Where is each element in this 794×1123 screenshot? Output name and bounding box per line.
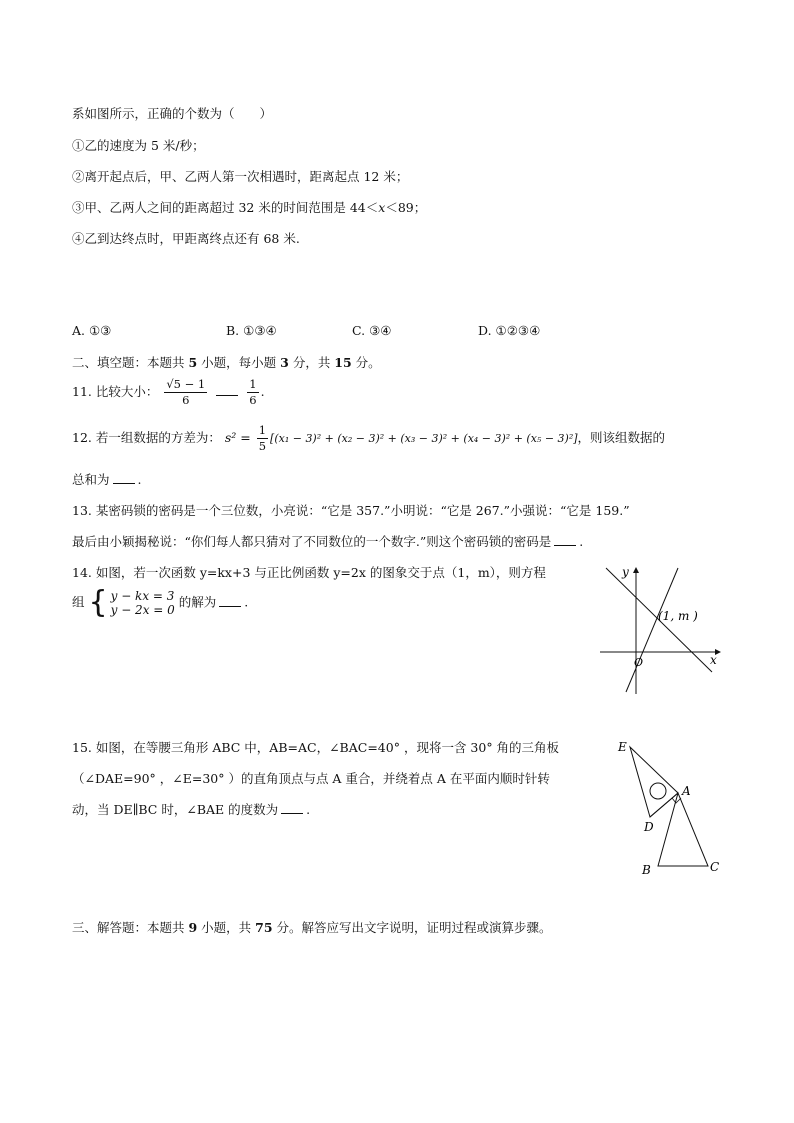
statement-3-text: ③甲、乙两人之间的距离超过 32 米的时间范围是 44	[72, 200, 366, 215]
q13-line2-text: 最后由小颖揭秘说：“你们每人都只猜对了不同数位的一个数字.”则这个密码锁的密码是	[72, 534, 552, 549]
section-3-text-c: 分。解答应写出文字说明，证明过程或演算步骤。	[272, 920, 552, 935]
question-15: 15. 如图，在等腰三角形 ABC 中，AB=AC，∠BAC=40° ，现将一含 30° 角的三角板	[72, 740, 560, 755]
statement-2: ②离开起点后，甲、乙两人第一次相遇时，距离起点 12 米；	[72, 169, 409, 184]
y-axis-label: y	[622, 565, 629, 579]
function-graph-diagram	[596, 560, 726, 700]
variable-x: x	[378, 200, 386, 215]
q14-post: 的解为	[178, 594, 217, 610]
q11-left-numerator: √5 − 1	[166, 377, 206, 391]
q12-line2-text: 总和为	[72, 472, 110, 487]
q14-equation-system	[88, 585, 175, 620]
q12-label: 12. 若一组数据的方差为：	[72, 430, 221, 445]
choice-c[interactable]: C. ③④	[352, 323, 392, 338]
section-2-count: 5	[188, 355, 198, 370]
section-2-text-d: 分。	[351, 355, 381, 370]
q11-left-fraction	[164, 378, 207, 407]
q12-tail: ，则该组数据的	[577, 430, 666, 445]
origin-label: O	[634, 656, 644, 669]
question-15-line2: （∠DAE=90° ，∠E=30° ）的直角顶点与点 A 重合，并绕着点 A 在平面内顺时针转	[72, 771, 550, 786]
section-3-count: 9	[188, 920, 198, 935]
q15-answer-blank[interactable]	[281, 801, 303, 814]
statement-3	[72, 198, 426, 216]
q13-period: .	[579, 534, 584, 549]
statement-1: ①乙的速度为 5 米/秒；	[72, 138, 205, 153]
triangle-diagram	[610, 735, 730, 880]
section-2-text-a: 二、填空题：本题共	[72, 355, 189, 370]
q12-terms: [(x₁ − 3)² + (x₂ − 3)² + (x₃ − 3)² + (x₄ − 3)² + (x₅ − 3)²]	[270, 432, 578, 445]
section-2-points: 3	[280, 355, 289, 370]
q14-period: .	[244, 594, 249, 610]
label-b: B	[642, 863, 651, 877]
question-12-line2	[72, 470, 142, 488]
q11-label: 11. 比较大小：	[72, 384, 159, 399]
intersection-label: (1, m )	[658, 609, 698, 623]
section-3-heading	[72, 918, 552, 936]
question-14-line2	[72, 585, 249, 620]
question-15-line3	[72, 800, 310, 818]
q12-formula: s² =	[224, 430, 255, 445]
q15-period: .	[306, 802, 311, 817]
choice-d[interactable]: D. ①②③④	[478, 323, 541, 338]
q11-right-numerator: 1	[249, 377, 257, 391]
set-square-triangle	[630, 747, 678, 817]
q14-answer-blank[interactable]	[219, 594, 241, 607]
question-13-line2	[72, 532, 583, 550]
question-11	[72, 378, 265, 407]
q12-period: .	[137, 472, 142, 487]
q13-answer-blank[interactable]	[554, 533, 576, 546]
q11-end: .	[260, 384, 265, 399]
q14-eq1: y − kx = 3	[110, 589, 175, 603]
x-axis-label: x	[710, 653, 717, 667]
question-14: 14. 如图，若一次函数 y=kx+3 与正比例函数 y=2x 的图象交于点（1，m），则方程	[72, 565, 546, 580]
q12-fraction-num: 1	[258, 423, 267, 437]
question-13: 13. 某密码锁的密码是一个三位数，小亮说：“它是 357.”小明说：“它是 267.”小强说：“它是 159.”	[72, 503, 630, 518]
set-square-hole	[650, 783, 666, 799]
q11-answer-blank[interactable]	[216, 383, 238, 396]
label-d: D	[644, 820, 654, 834]
question-intro: 系如图所示，正确的个数为（ ）	[72, 106, 273, 121]
section-2-heading	[72, 353, 381, 371]
q11-left-denominator: 6	[182, 393, 190, 407]
lt-sign: ＜	[365, 200, 379, 215]
q12-answer-blank[interactable]	[113, 471, 135, 484]
section-3-total: 75	[255, 920, 273, 935]
q14-eq2: y − 2x = 0	[110, 603, 175, 617]
q12-fraction	[257, 424, 268, 453]
choice-a[interactable]: A. ①③	[72, 323, 112, 338]
label-e: E	[618, 740, 627, 754]
question-12	[72, 424, 665, 453]
q15-line3-text: 动，当 DE∥BC 时，∠BAE 的度数为	[72, 802, 279, 817]
label-a: A	[682, 784, 691, 798]
statement-4: ④乙到达终点时，甲距离终点还有 68 米.	[72, 231, 300, 246]
q12-fraction-den: 5	[258, 439, 267, 453]
section-2-total: 15	[334, 355, 352, 370]
choice-b[interactable]: B. ①③④	[226, 323, 277, 338]
section-3-text-b: 小题，共	[197, 920, 256, 935]
brace-icon: {	[88, 585, 108, 620]
q14-pre: 组	[72, 594, 85, 610]
q11-right-denominator: 6	[249, 393, 257, 407]
line-y-2x	[626, 568, 678, 692]
section-3-text-a: 三、解答题：本题共	[72, 920, 189, 935]
statement-3-end: ＜89；	[385, 200, 427, 215]
q11-right-fraction	[247, 378, 258, 407]
section-2-text-b: 小题，每小题	[197, 355, 281, 370]
label-c: C	[710, 860, 720, 874]
section-2-text-c: 分，共	[288, 355, 335, 370]
